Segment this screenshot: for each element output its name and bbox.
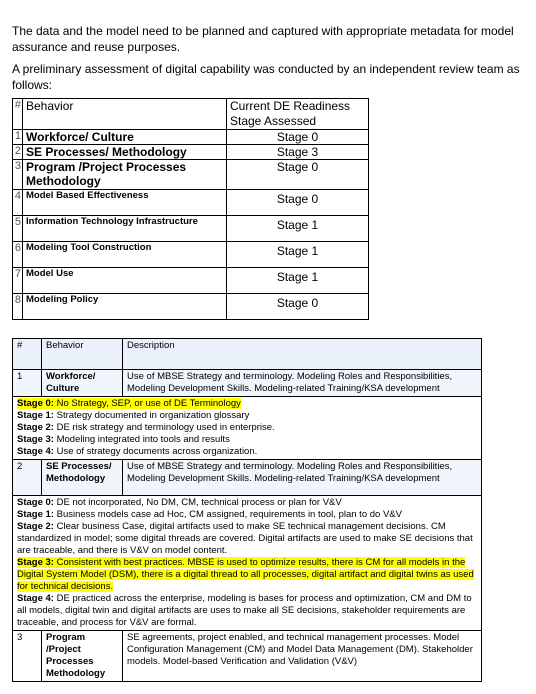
row-num: 3 <box>13 631 42 682</box>
stage-label: Stage 3: <box>17 434 54 445</box>
row-stage: Stage 0 <box>276 130 319 144</box>
stage-text: DE risk strategy and terminology used in enterprise. <box>53 422 275 433</box>
header-num: # <box>13 339 42 370</box>
table-row <box>13 294 369 320</box>
table-row <box>13 268 369 294</box>
row-behavior: Information Technology Infrastructure <box>23 216 227 242</box>
stage-label: Stage 3: <box>17 557 54 568</box>
table-row <box>13 130 369 145</box>
stage-line <box>17 446 477 458</box>
stage-text: No Strategy, SEP, or use of DE Terminology <box>53 398 241 409</box>
row-stage: Stage 0 <box>276 192 319 206</box>
stage-line <box>17 434 477 446</box>
table-header-row <box>13 99 369 130</box>
row-stage: Stage 1 <box>276 270 319 284</box>
stage-label: Stage 0: <box>17 398 54 409</box>
header-description: Description <box>123 339 482 370</box>
stage-label: Stage 0: <box>17 497 54 508</box>
stage-label: Stage 1: <box>17 509 54 520</box>
stage-line <box>17 410 477 422</box>
row-behavior: Program /Project Processes Methodology <box>42 631 123 682</box>
stage-label: Stage 4: <box>17 593 54 604</box>
row-num: 2 <box>13 460 42 496</box>
row-stage: Stage 1 <box>276 218 319 232</box>
stage-text: DE not incorporated, No DM, CM, technical process or plan for V&V <box>53 497 342 508</box>
stage-list <box>13 496 482 631</box>
header-stage: Current DE Readiness Stage Assessed <box>227 99 369 130</box>
stage-text: Use of strategy documents across organization. <box>53 446 258 457</box>
row-description: Use of MBSE Strategy and terminology. Modeling Roles and Responsibilities, Modeling Development Skills. Modeling-related Training/KSA development <box>123 460 482 496</box>
row-num: 2 <box>13 145 23 160</box>
row-description: Use of MBSE Strategy and terminology. Modeling Roles and Responsibilities, Modeling Development Skills. Modeling-related Training/KSA development <box>123 370 482 397</box>
stage-label: Stage 4: <box>17 446 54 457</box>
row-behavior: Modeling Tool Construction <box>23 242 227 268</box>
row-behavior: SE Processes/ Methodology <box>42 460 123 496</box>
row-behavior: Model Based Effectiveness <box>23 190 227 216</box>
stage-text: Consistent with best practices. MBSE is used to optimize results, there is CM for all models in the Digital System Model (DSM), there is a digital thread to all processes, digital artifact and digital twins as used for technical decisions. <box>17 557 474 592</box>
stage-label: Stage 2: <box>17 422 54 433</box>
row-num: 6 <box>13 242 23 268</box>
row-num: 3 <box>13 160 23 190</box>
stage-line <box>17 557 477 593</box>
table-row <box>13 160 369 190</box>
header-behavior: Behavior <box>23 99 227 130</box>
stage-line <box>17 521 477 557</box>
row-stage: Stage 0 <box>276 160 319 174</box>
intro-paragraph-2: A preliminary assessment of digital capability was conducted by an independent review team as follows: <box>12 62 520 92</box>
table-row <box>13 145 369 160</box>
stage-line <box>17 398 477 410</box>
row-num: 7 <box>13 268 23 294</box>
table-row <box>13 216 369 242</box>
behavior-description-table <box>12 338 482 682</box>
header-behavior: Behavior <box>42 339 123 370</box>
stage-line <box>17 497 477 509</box>
table-row <box>13 190 369 216</box>
row-num: 5 <box>13 216 23 242</box>
stage-row <box>13 496 482 631</box>
readiness-table <box>12 98 369 320</box>
row-behavior: Workforce/ Culture <box>42 370 123 397</box>
header-num: # <box>13 99 23 130</box>
stage-label: Stage 2: <box>17 521 54 532</box>
intro-paragraph-1: The data and the model need to be planned and captured with appropriate metadata for model assurance and reuse purposes. <box>12 24 514 54</box>
row-behavior: Workforce/ Culture <box>23 130 227 145</box>
row-behavior: Model Use <box>23 268 227 294</box>
row-num: 1 <box>13 370 42 397</box>
stage-text: Clear business Case, digital artifacts used to make SE technical management decisions. CM standardized in model; some digital threads are covered. Digital artifacts are used to make SE decisions that are traceable, and there is V&V on model content. <box>17 521 473 556</box>
stage-text: DE practiced across the enterprise, modeling is bases for process and optimization, CM and DM to all models, digital twin and digital artifacts are uses to make all SE decisions, stakeholder requirements are traceable, and process for V&V are formal. <box>17 593 472 628</box>
stage-text: Strategy documented in organization glossary <box>53 410 250 421</box>
stage-text: Business models case ad Hoc, CM assigned, requirements in tool, plan to do V&V <box>53 509 402 520</box>
stage-line <box>17 593 477 629</box>
stage-text: Modeling integrated into tools and results <box>53 434 230 445</box>
stage-list <box>13 397 482 460</box>
row-stage: Stage 0 <box>276 296 319 310</box>
table-row <box>13 460 482 496</box>
table-row <box>13 631 482 682</box>
row-behavior: Program /Project Processes Methodology <box>23 160 227 190</box>
stage-line <box>17 422 477 434</box>
table-header-row <box>13 339 482 370</box>
row-behavior: Modeling Policy <box>23 294 227 320</box>
table-row <box>13 242 369 268</box>
row-num: 4 <box>13 190 23 216</box>
stage-row <box>13 397 482 460</box>
table-row <box>13 370 482 397</box>
row-stage: Stage 3 <box>276 145 319 159</box>
row-description: SE agreements, project enabled, and technical management processes. Model Configuration Management (CM) and Model Data Management (DM). Stakeholder models. Model-based Verification and Validation (V&V) <box>123 631 482 682</box>
row-num: 8 <box>13 294 23 320</box>
row-behavior: SE Processes/ Methodology <box>23 145 227 160</box>
row-stage: Stage 1 <box>276 244 319 258</box>
row-num: 1 <box>13 130 23 145</box>
stage-line <box>17 509 477 521</box>
stage-label: Stage 1: <box>17 410 54 421</box>
